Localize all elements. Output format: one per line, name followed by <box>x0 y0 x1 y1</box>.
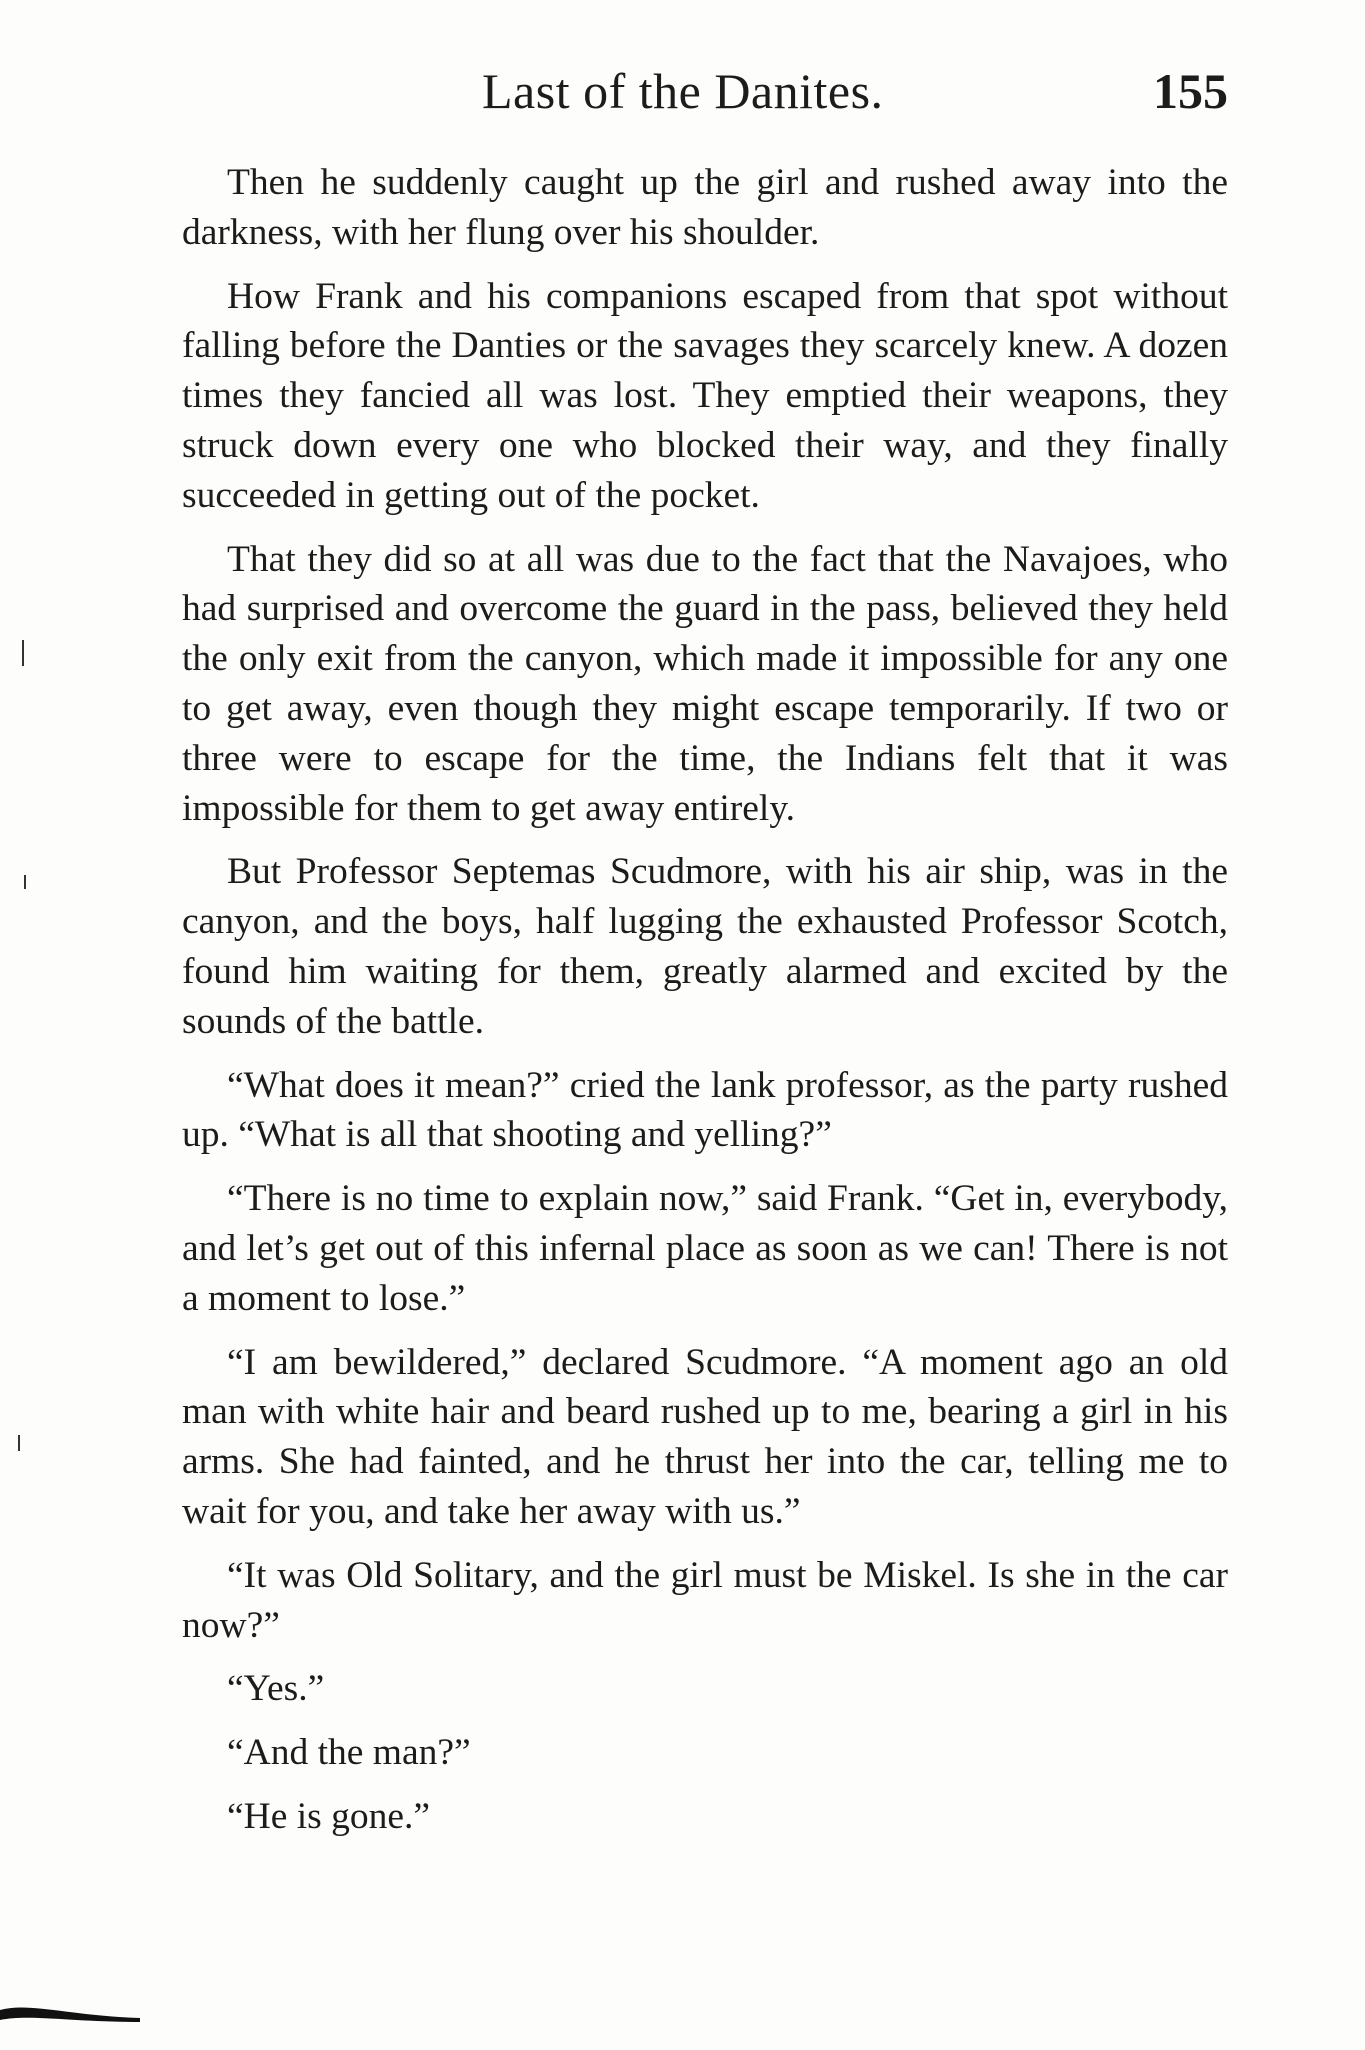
paragraph: “What does it mean?” cried the lank professor, as the party rushed up. “What is all that shooting and yelling?” <box>182 1064 1228 1156</box>
body-text <box>182 158 1228 1856</box>
running-head <box>180 62 1228 132</box>
scan-mark <box>22 640 24 666</box>
paragraph: “Yes.” <box>227 1668 325 1710</box>
scan-mark <box>18 1435 20 1451</box>
running-title: Last of the Danites. <box>482 63 884 119</box>
paragraph: “And the man?” <box>227 1732 471 1774</box>
scan-mark <box>24 875 26 889</box>
paragraph: How Frank and his companions escaped from that spot without falling before the Danties or the savages they scarcely knew. A dozen times they fancied all was lost. They emptied their weapons, they struck down every one who blocked their way, and they finally succeeded in getting out of the pocket. <box>182 275 1228 516</box>
paragraph: “There is no time to explain now,” said Frank. “Get in, everybody, and let’s get out of this infernal place as soon as we can! There is not a moment to lose.” <box>182 1178 1228 1319</box>
paragraph: But Professor Septemas Scudmore, with his air ship, was in the canyon, and the boys, half lugging the exhausted Professor Scotch, found him waiting for them, greatly alarmed and excited by the sounds of the battle. <box>182 851 1228 1042</box>
paragraph: “I am bewildered,” declared Scudmore. “A moment ago an old man with white hair and beard rushed up to me, bearing a girl in his arms. She had fainted, and he thrust her into the car, telling me to wait for you, and take her away with us.” <box>182 1341 1228 1532</box>
paragraph: “It was Old Solitary, and the girl must be Miskel. Is she in the car now?” <box>182 1554 1228 1646</box>
scan-smudge <box>0 1998 140 2028</box>
paragraph: Then he suddenly caught up the girl and rushed away into the darkness, with her flung over his shoulder. <box>182 162 1228 253</box>
paragraph: That they did so at all was due to the fact that the Navajoes, who had surprised and overcome the guard in the pass, believed they held the only exit from the canyon, which made it impossible for any one to get away, even though they might escape temporarily. If two or three were to escape for the time, the Indians felt that it was impossible for them to get away entirely. <box>182 538 1228 829</box>
page-number: 155 <box>1153 63 1228 119</box>
paragraph: “He is gone.” <box>227 1795 431 1837</box>
